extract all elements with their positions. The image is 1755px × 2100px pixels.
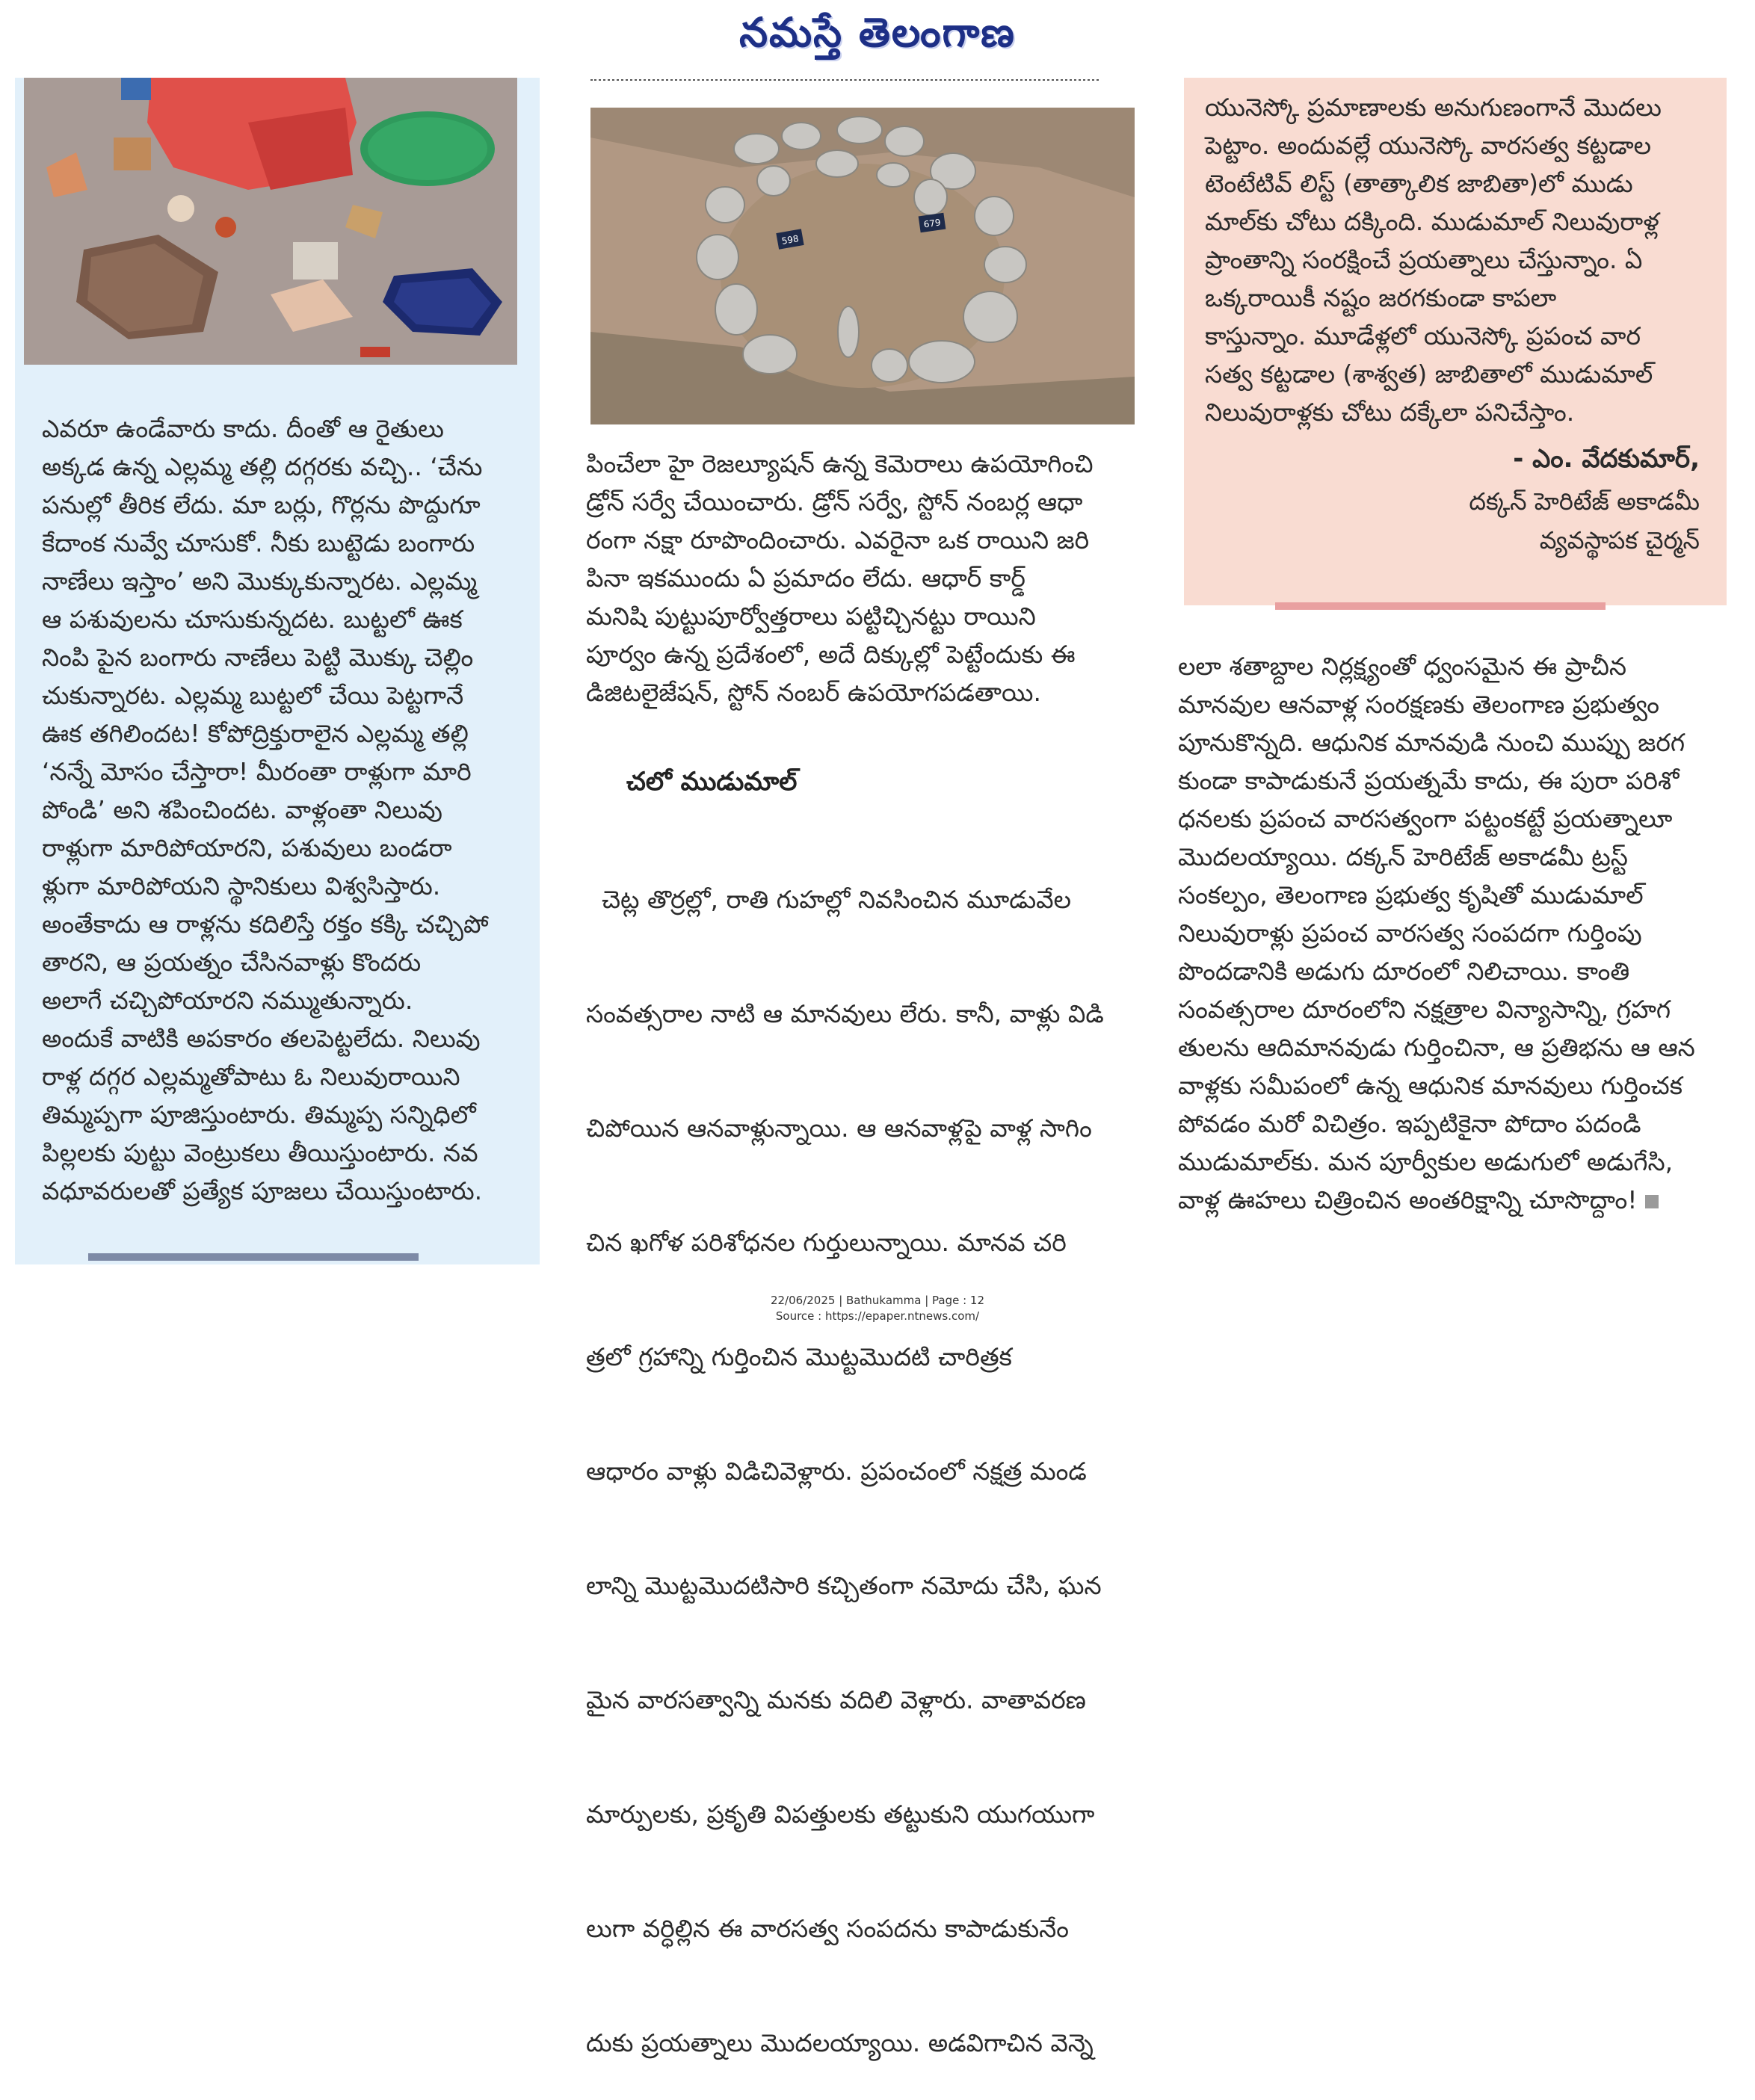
text-line: ధనలకు ప్రపంచ వారసత్వంగా పట్టంకట్టే ప్రయత్నాలూ <box>1178 804 1673 833</box>
text-line: నిలువురాళ్లు ప్రపంచ వారసత్వ సంపదగా గుర్తింపు <box>1178 918 1642 948</box>
section-subheading: చలో ముడుమాల్ <box>626 767 798 797</box>
text-line: లాన్ని మొట్టమొదటిసారి కచ్చితంగా నమోదు చేసి, ఘన <box>586 1571 1102 1600</box>
stone-circle-photo <box>590 108 1135 424</box>
sidebar-bottom-bar <box>88 1253 419 1261</box>
text-line: పోవడం మరో విచిత్రం. ఇప్పటికైనా పోదాం పదండి <box>1178 1109 1641 1138</box>
text-line: ముడుమాల్‌కు. మన పూర్వీకుల అడుగులో అడుగేసి, <box>1178 1147 1674 1176</box>
signature-role: వ్యవస్థాపక చైర్మన్ <box>1539 526 1700 555</box>
text-line: పొందడానికి అడుగు దూరంలో నిలిచాయి. కాంతి <box>1178 957 1630 986</box>
text-line: త్రలో గ్రహాన్ని గుర్తించిన మొట్టమొదటి చారిత్రక <box>586 1342 1012 1371</box>
text-line: తులను ఆదిమానవుడు గుర్తించినా, ఆ ప్రతిభను ఆ ఆన <box>1178 1033 1695 1062</box>
text-line: అంతేకాదు ఆ రాళ్లను కదిలిస్తే రక్తం కక్కి చచ్చిపో <box>42 910 489 939</box>
text-line: ఆ పశువులను చూసుకున్నదట. బుట్టలో ఊక <box>42 605 463 634</box>
text-line: సంవత్సరాల నాటి ఆ మానవులు లేరు. కానీ, వాళ్లు విడి <box>586 999 1104 1028</box>
text-line: దుకు ప్రయత్నాలు మొదలయ్యాయి. అడవిగాచిన వెన్నె <box>586 2028 1094 2057</box>
text-line: సంకల్పం, తెలంగాణ ప్రభుత్వ కృషితో ముడుమాల్ <box>1178 880 1644 910</box>
text-line: ఊక తగిలిందట! కోపోద్రిక్తురాలైన ఎల్లమ్మ తల్లి <box>42 719 469 748</box>
text-line: పోండి’ అని శపించిందట. వాళ్లంతా నిలువు <box>42 795 442 824</box>
text-line: ఆధారం వాళ్లు విడిచివెళ్లారు. ప్రపంచంలో నక్షత్ర మండ <box>586 1457 1087 1486</box>
text-line: పించేలా హై రెజల్యూషన్ ఉన్న కెమెరాలు ఉపయోగించి <box>586 449 1094 478</box>
text-line: మైన వారసత్వాన్ని మనకు వదిలి వెళ్లారు. వాతావరణ <box>586 1685 1086 1714</box>
footer-date-line: 22/06/2025 | Bathukamma | Page : 12 <box>770 1294 985 1307</box>
text-line: కేదాంక నువ్వే చూసుకో. నీకు బుట్టెడు బంగారు <box>42 528 475 558</box>
newspaper-title: నమస్తే తెలంగాణ <box>739 8 1016 56</box>
text-line: కుండా కాపాడుకునే ప్రయత్నమే కాదు, ఈ పురా పరిశో <box>1178 766 1680 795</box>
text-line: అక్కడ ఉన్న ఎల్లమ్మ తల్లి దగ్గరకు వచ్చి.. ‘చేను <box>42 452 483 481</box>
text-line: చెట్ల తొర్రల్లో, రాతి గుహల్లో నివసించిన మూడువేల <box>586 885 1071 914</box>
quote-box <box>1184 78 1727 605</box>
text-line: ళ్లుగా మారిపోయని స్థానికులు విశ్వసిస్తారు. <box>42 871 441 901</box>
text-line: డిజిటలైజేషన్, స్టోన్ నంబర్ ఉపయోగపడతాయి. <box>586 678 1041 707</box>
cropped-text-line <box>590 64 1114 81</box>
text-line: పెట్టాం. అందువల్లే యునెస్కో వారసత్వ కట్టడాల <box>1205 131 1652 160</box>
text-line: ఒక్కరాయికీ నష్టం జరగకుండా కాపలా <box>1205 283 1557 312</box>
text-line: టెంటేటివ్ లిస్ట్ (తాత్కాలిక జాబితా)లో ముడు <box>1205 169 1633 198</box>
end-of-article-icon <box>1645 1195 1659 1208</box>
signature-name: - ఎం. వేదకుమార్, <box>1513 444 1700 474</box>
text-line: కాస్తున్నాం. మూడేళ్లలో యునెస్కో ప్రపంచ వార <box>1205 321 1641 350</box>
stone-label: 598 <box>780 233 800 247</box>
text-line: అలాగే చచ్చిపోయారని నమ్ముతున్నారు. <box>42 986 413 1015</box>
masthead <box>0 0 1755 75</box>
text-line: యునెస్కో ప్రమాణాలకు అనుగుణంగానే మొదలు <box>1205 93 1662 122</box>
stone-label: 679 <box>922 217 942 230</box>
signature-organization: దక్కన్ హెరిటేజ్ అకాడమీ <box>1469 487 1700 516</box>
text-line: ఎవరూ ఉండేవారు కాదు. దీంతో ఆ రైతులు <box>42 414 444 443</box>
text-line: మాల్‌కు చోటు దక్కింది. ముడుమాల్ నిలువురాళ్ల <box>1205 207 1659 236</box>
column3-text <box>1178 647 1695 1219</box>
text-line: ‘నన్నే మోసం చేస్తారా! మీరంతా రాళ్లుగా మారి <box>42 757 472 786</box>
sidebar-column <box>15 78 540 1264</box>
text-line: నిలువురాళ్లకు చోటు దక్కేలా పనిచేస్తాం. <box>1205 398 1575 427</box>
sidebar-text <box>42 410 489 1210</box>
text-line: సత్వ కట్టడాల (శాశ్వత) జాబితాలో ముడుమాల్ <box>1205 359 1653 389</box>
text-line: వాళ్లకు సమీపంలో ఉన్న ఆధునిక మానవులు గుర్తించక <box>1178 1071 1682 1100</box>
text-line: పినా ఇకముందు ఏ ప్రమాదం లేదు. ఆధార్ కార్డ్ <box>586 563 1025 593</box>
text-line: చుకున్నారట. ఎల్లమ్మ బుట్టలో చేయి పెట్టగానే <box>42 681 464 710</box>
text-line-end: వాళ్ల ఊహలు చిత్రించిన అంతరిక్షాన్ని చూసొద్దాం! <box>1178 1185 1638 1214</box>
text-line: చిపోయిన ఆనవాళ్లున్నాయి. ఆ ఆనవాళ్లపై వాళ్ల సాగిం <box>586 1114 1092 1143</box>
text-line: రంగా నక్షా రూపొందించారు. ఎవరైనా ఒక రాయిని జరి <box>586 525 1090 555</box>
text-line: పూర్వం ఉన్న ప్రదేశంలో, అదే దిక్కుల్లో పెట్టేందుకు ఈ <box>586 640 1076 669</box>
page-footer <box>0 1293 1755 1324</box>
text-line: లలా శతాబ్దాల నిర్లక్ష్యంతో ధ్వంసమైన ఈ ప్రాచీన <box>1178 652 1627 681</box>
text-line: రాళ్ల దగ్గర ఎల్లమ్మతోపాటు ఓ నిలువురాయిని <box>42 1062 460 1091</box>
footer-source-line: Source : https://epaper.ntnews.com/ <box>775 1309 980 1323</box>
quote-bottom-bar <box>1275 602 1606 610</box>
column2-bottom-text <box>586 804 1104 2100</box>
text-line: రాళ్లుగా మారిపోయారని, పశువులు బండరా <box>42 833 452 862</box>
text-line: నాణేలు ఇస్తాం’ అని మొక్కుకున్నారట. ఎల్లమ్మ <box>42 566 477 596</box>
text-line: అందుకే వాటికి అపకారం తలపెట్టలేదు. నిలువు <box>42 1024 481 1053</box>
text-line: తారని, ఆ ప్రయత్నం చేసినవాళ్లు కొందరు <box>42 948 422 977</box>
text-line: పిల్లలకు పుట్టు వెంట్రుకలు తీయిస్తుంటారు. నవ <box>42 1138 478 1167</box>
text-line: మొదలయ్యాయి. దక్కన్ హెరిటేజ్ అకాడమీ ట్రస్ట్ <box>1178 842 1628 871</box>
text-line: ప్రాంతాన్ని సంరక్షించే ప్రయత్నాలు చేస్తున్నాం. ఏ <box>1205 245 1643 274</box>
quote-text <box>1205 88 1662 431</box>
text-line: పనుల్లో తీరిక లేదు. మా బర్లు, గొర్లను పొద్దుగూ <box>42 490 481 519</box>
text-line: డ్రోన్ సర్వే చేయించారు. డ్రోన్ సర్వే, స్టోన్ నంబర్ల ఆధా <box>586 487 1083 516</box>
text-line: వధూవరులతో ప్రత్యేక పూజలు చేయిస్తుంటారు. <box>42 1176 483 1205</box>
text-line: మార్పులకు, ప్రకృతి విపత్తులకు తట్టుకుని యుగయుగా <box>586 1800 1095 1829</box>
text-line: తిమ్మప్పగా పూజిస్తుంటారు. తిమ్మప్ప సన్నిధిలో <box>42 1100 476 1129</box>
offerings-photo <box>24 78 517 365</box>
text-line: చిన ఖగోళ పరిశోధనల గుర్తులున్నాయి. మానవ చరి <box>586 1228 1067 1257</box>
text-line: మనిషి పుట్టుపూర్వోత్తరాలు పట్టిచ్చినట్టు రాయిని <box>586 602 1036 631</box>
text-line: సంవత్సరాల దూరంలోని నక్షత్రాల విన్యాసాన్ని, గ్రహగ <box>1178 995 1671 1024</box>
text-line: పూనుకొన్నది. ఆధునిక మానవుడి నుంచి ముప్పు జరగ <box>1178 728 1685 757</box>
text-line: మానవుల ఆనవాళ్ల సంరక్షణకు తెలంగాణ ప్రభుత్వం <box>1178 690 1659 719</box>
text-line <box>1178 1181 1695 1219</box>
column2-top-text <box>586 445 1094 711</box>
text-line: నింపి పైన బంగారు నాణేలు పెట్టి మొక్కు చెల్లిం <box>42 643 474 672</box>
text-line: లుగా వర్ధిల్లిన ఈ వారసత్వ సంపదను కాపాడుకునేం <box>586 1914 1070 1943</box>
